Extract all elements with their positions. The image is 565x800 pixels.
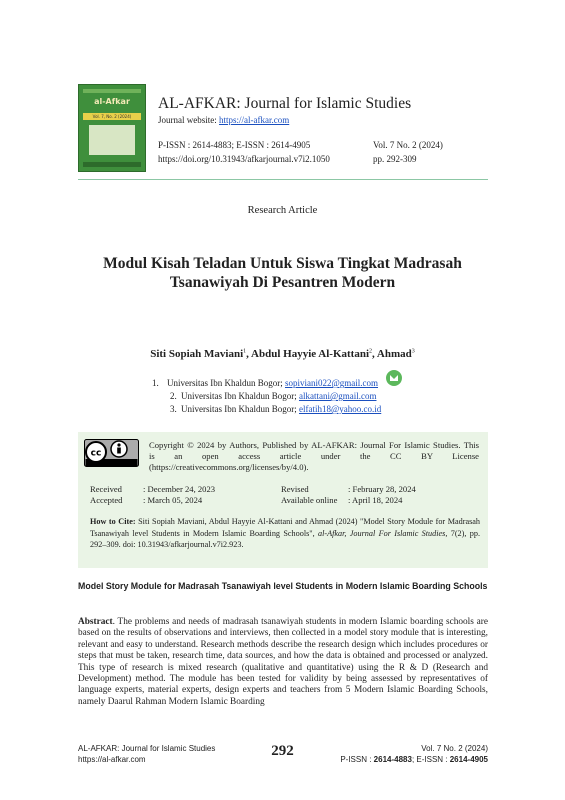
footer-pissn-value: 2614-4883 <box>373 755 412 764</box>
copyright-line1: Copyright © 2024 by Authors, Published by AL-AFKAR: Journal For Islamic Studies. This <box>149 440 479 450</box>
affiliation-2 <box>170 391 377 401</box>
affiliation-3-email[interactable]: elfatih18@yahoo.co.id <box>298 404 382 414</box>
revised-label: Revised <box>281 484 309 494</box>
journal-title: AL-AFKAR: Journal for Islamic Studies <box>158 95 412 112</box>
footer-eissn-value: 2614-4905 <box>449 755 488 764</box>
cc-by-license-icon[interactable] <box>84 439 139 467</box>
footer-journal-name: AL-AFKAR: Journal for Islamic Studies <box>78 744 216 753</box>
svg-text:cc: cc <box>90 448 102 459</box>
received-date: : December 24, 2023 <box>143 484 216 494</box>
author-1: Siti Sopiah Maviani <box>150 348 244 360</box>
english-title: Model Story Module for Madrasah Tsanawiyah level Students in Modern Islamic Boarding Schools <box>78 581 488 591</box>
cover-panel <box>89 125 135 155</box>
article-doi: https://doi.org/10.31943/afkarjournal.v7i2.1050 <box>158 154 330 164</box>
how-to-cite-journal: al-Afkar, Journal For Islamic Studies <box>318 528 446 538</box>
page-number: 292 <box>271 743 294 759</box>
how-to-cite-label: How to Cite: <box>90 517 136 526</box>
footer-pissn-label: P-ISSN : <box>340 755 374 764</box>
affiliation-2-name: Universitas Ibn Khaldun Bogor; <box>181 391 299 401</box>
author-list: Siti Sopiah Maviani$^1$, Abdul Hayyie Al-Kattani$^2$, Ahmad$^3$ <box>150 348 415 360</box>
journal-issn: P-ISSN : 2614-4883; E-ISSN : 2614-4905 <box>158 140 311 150</box>
author-3: Ahmad <box>376 348 412 360</box>
accepted-date: : March 05, 2024 <box>143 495 203 505</box>
affiliation-1-name: Universitas Ibn Khaldun Bogor; <box>167 378 285 388</box>
footer-eissn-label: ; E-ISSN : <box>411 755 450 764</box>
author-2: Abdul Hayyie Al-Kattani <box>251 348 370 360</box>
paper-title-line2: Tsanawiyah Di Pesantren Modern <box>169 274 396 291</box>
email-icon[interactable] <box>386 370 402 386</box>
paper-title-line1: Modul Kisah Teladan Untuk Siswa Tingkat Madrasah <box>103 255 462 272</box>
how-to-cite <box>90 516 480 551</box>
copyright-line3: (https://creativecommons.org/licenses/by/4.0). <box>149 462 309 472</box>
footer-issn <box>340 755 488 764</box>
journal-website-label: Journal website: <box>158 115 219 125</box>
abstract-text: . The problems and needs of madrasah tsanawiyah students in modern Islamic boarding schools are based on the results of observations and interviews, then collected in a model story module that is interesting, relevant and easy to understand. Research methods describe the research design which includes procedures or steps that must be taken, research time, data sources, and how the data is obtained and processed or analyzed. This type of research is mixed research (qualitative and quantitative) using the R & D (Research and Development) method. The module has been tested for validity by being assessed by representatives of language experts, material experts, design experts and teachers from 5 Modern Islamic Boarding Schools, namely Daarul Rahman Modern Islamic Boarding <box>78 617 488 707</box>
affiliation-3 <box>170 404 381 414</box>
author-2-affil: 2 <box>369 348 373 355</box>
how-to-cite-text1: Siti Sopiah Maviani, Abdul Hayyie Al-Kattani and Ahmad (2024) "Model Story Module for Madrasah Tsanawiyah level Students in Modern Islamic Boarding Schools", <box>90 517 480 538</box>
affiliation-2-number: 2. <box>170 391 177 401</box>
affiliation-3-name: Universitas Ibn Khaldun Bogor; <box>181 404 299 414</box>
affiliation-1-number: 1. <box>152 378 159 388</box>
footer-journal-url: https://al-afkar.com <box>78 755 146 764</box>
author-3-affil: 3 <box>411 348 415 355</box>
cover-top-band <box>83 89 141 93</box>
copyright-line2: is an open access article under the CC BY License <box>149 451 479 461</box>
available-online-label: Available online <box>281 495 338 505</box>
article-pages: pp. 292-309 <box>373 154 417 164</box>
available-online-date: : April 18, 2024 <box>348 495 403 505</box>
footer-volume: Vol. 7 No. 2 (2024) <box>421 744 488 753</box>
paper-title <box>60 254 505 292</box>
abstract-label: Abstract <box>78 617 113 627</box>
revised-date: : February 28, 2024 <box>348 484 416 494</box>
cover-footer-band <box>83 162 141 167</box>
abstract <box>78 617 488 708</box>
affiliation-1 <box>152 378 378 388</box>
affiliation-3-number: 3. <box>170 404 177 414</box>
cover-title: al-Afkar <box>94 97 130 106</box>
header-divider <box>78 179 488 180</box>
how-to-cite-text2: , 7(2), pp. 292–309. doi: 10.31943/afkarjournal.v7i2.923. <box>90 528 480 549</box>
copyright-notice <box>149 440 479 473</box>
journal-website-link[interactable]: https://al-afkar.com <box>219 115 290 125</box>
affiliation-1-email[interactable]: sopiviani022@gmail.com <box>284 378 379 388</box>
journal-cover-image <box>78 84 146 172</box>
received-label: Received <box>90 484 122 494</box>
affiliation-2-email[interactable]: alkattani@gmail.com <box>298 391 377 401</box>
cover-volume: Vol. 7, No. 2 (2024) <box>92 114 132 119</box>
journal-volume: Vol. 7 No. 2 (2024) <box>373 140 443 150</box>
journal-website <box>158 115 289 125</box>
author-1-affil: 1 <box>243 348 247 355</box>
article-type: Research Article <box>247 205 318 216</box>
accepted-label: Accepted <box>90 495 123 505</box>
